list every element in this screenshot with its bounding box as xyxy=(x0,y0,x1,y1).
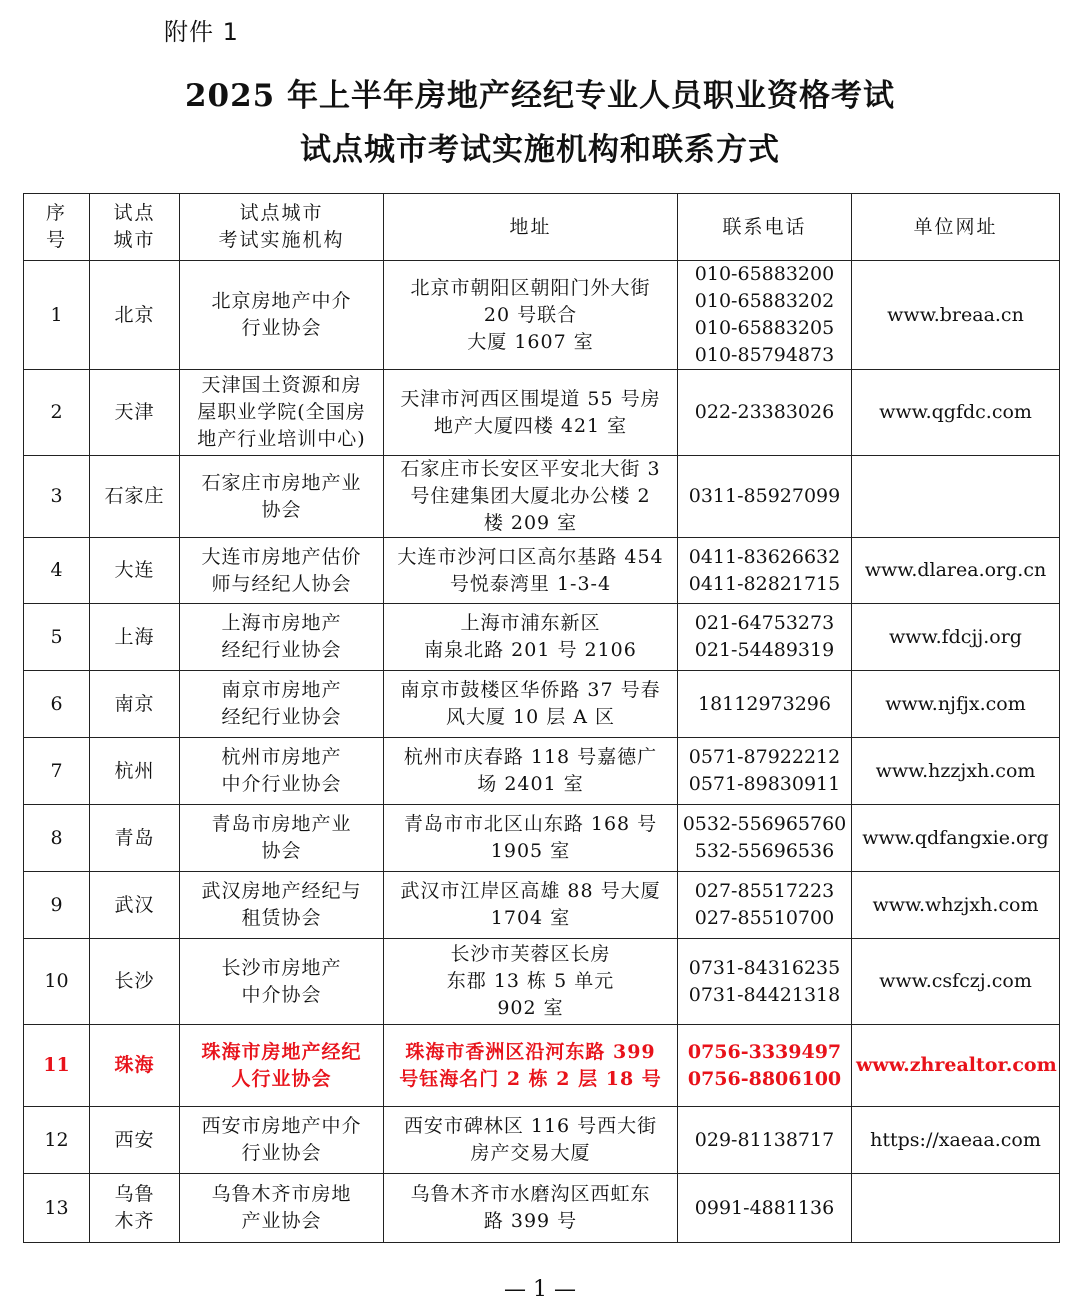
phone-number: 010-65883200 xyxy=(694,263,835,285)
city-name: 青岛 xyxy=(114,826,155,849)
phone-cell xyxy=(678,1107,852,1174)
website-cell xyxy=(852,261,1060,370)
seq-cell xyxy=(24,671,90,738)
org-name-line: 武汉房地产经纪与 xyxy=(201,880,362,902)
city-cell xyxy=(90,872,180,939)
city-cell xyxy=(90,1025,180,1107)
phone-cell xyxy=(678,872,852,939)
table-row xyxy=(24,1025,1060,1107)
phone-number: 0731-84421318 xyxy=(688,983,841,1006)
table-row xyxy=(24,671,1060,738)
org-cell xyxy=(180,1025,384,1107)
address-line: 路 399 号 xyxy=(483,1210,578,1232)
address-line: 西安市碑林区 116 号西大街 xyxy=(403,1115,658,1137)
seq-cell xyxy=(24,872,90,939)
seq-number: 5 xyxy=(50,625,63,648)
city-name: 南京 xyxy=(114,692,155,715)
address-cell xyxy=(384,538,678,604)
table-header-row xyxy=(24,194,1060,261)
org-name-line: 杭州市房地产 xyxy=(221,746,342,768)
org-name-line: 长沙市房地产 xyxy=(221,956,342,979)
address-line: 上海市浦东新区 xyxy=(460,612,601,634)
seq-number: 10 xyxy=(44,970,69,992)
org-cell xyxy=(180,1107,384,1174)
website-cell xyxy=(852,872,1060,939)
org-name-line: 经纪行业协会 xyxy=(221,639,342,661)
address-line: 风大厦 10 层 A 区 xyxy=(445,706,616,728)
org-name-line: 师与经纪人协会 xyxy=(211,572,352,595)
phone-cell xyxy=(678,1174,852,1243)
seq-number: 8 xyxy=(50,826,63,849)
header-label: 考试实施机构 xyxy=(218,229,345,251)
address-cell xyxy=(384,1025,678,1107)
city-cell xyxy=(90,261,180,370)
website-url: www.qdfangxie.org xyxy=(862,826,1049,849)
org-cell xyxy=(180,738,384,805)
table-row xyxy=(24,1107,1060,1174)
phone-number: 0411-83626632 xyxy=(688,545,841,568)
website-url: www.njfjx.com xyxy=(885,692,1026,715)
header-label: 单位网址 xyxy=(913,215,998,238)
org-cell xyxy=(180,261,384,370)
phone-number: 027-85517223 xyxy=(694,880,835,902)
website-cell xyxy=(852,671,1060,738)
header-seq xyxy=(24,194,90,261)
seq-cell xyxy=(24,456,90,538)
address-cell xyxy=(384,456,678,538)
website-cell xyxy=(852,738,1060,805)
header-label: 联系电话 xyxy=(722,215,807,238)
org-name-line: 产业协会 xyxy=(241,1210,322,1232)
org-cell xyxy=(180,805,384,872)
address-line: 场 2401 室 xyxy=(477,773,584,795)
phone-cell xyxy=(678,456,852,538)
website-url: www.whzjxh.com xyxy=(872,893,1039,916)
phone-number: 027-85510700 xyxy=(694,907,835,929)
table-row xyxy=(24,370,1060,456)
website-cell xyxy=(852,456,1060,538)
org-name-line: 中介协会 xyxy=(241,983,322,1006)
address-line: 号钰海名门 2 栋 2 层 18 号 xyxy=(399,1067,662,1090)
header-label: 序 xyxy=(45,202,67,224)
address-line: 石家庄市长安区平安北大街 3 xyxy=(400,458,661,480)
org-cell xyxy=(180,370,384,456)
address-cell xyxy=(384,1174,678,1243)
address-line: 长沙市芙蓉区长房 xyxy=(450,943,611,965)
website-cell xyxy=(852,538,1060,604)
address-line: 902 室 xyxy=(497,997,564,1019)
org-cell xyxy=(180,939,384,1025)
website-url: www.qgfdc.com xyxy=(879,401,1032,423)
address-cell xyxy=(384,939,678,1025)
website-cell xyxy=(852,805,1060,872)
phone-number: 010-85794873 xyxy=(694,344,835,366)
phone-cell xyxy=(678,1025,852,1107)
address-line: 大连市沙河口区高尔基路 454 xyxy=(397,545,664,568)
phone-number: 0756-8806100 xyxy=(687,1067,842,1090)
table-row xyxy=(24,738,1060,805)
seq-number: 3 xyxy=(50,485,63,507)
org-cell xyxy=(180,538,384,604)
city-cell xyxy=(90,1107,180,1174)
address-cell xyxy=(384,1107,678,1174)
attachment-label: 附件 1 xyxy=(164,18,239,46)
org-name-line: 人行业协会 xyxy=(231,1067,332,1090)
seq-cell xyxy=(24,261,90,370)
city-cell xyxy=(90,738,180,805)
city-name: 珠海 xyxy=(114,1054,155,1076)
phone-number: 029-81138717 xyxy=(694,1128,835,1151)
seq-number: 6 xyxy=(50,692,63,715)
org-name-line: 地产行业培训中心) xyxy=(197,428,366,450)
address-cell xyxy=(384,805,678,872)
phone-number: 0731-84316235 xyxy=(688,956,841,979)
seq-number: 9 xyxy=(50,893,63,916)
website-url: www.dlarea.org.cn xyxy=(864,559,1047,581)
seq-cell xyxy=(24,604,90,671)
city-name: 木齐 xyxy=(114,1210,155,1232)
phone-cell xyxy=(678,738,852,805)
table-row xyxy=(24,456,1060,538)
phone-cell xyxy=(678,261,852,370)
header-label: 号 xyxy=(45,229,67,251)
seq-number: 11 xyxy=(43,1054,70,1076)
table-row xyxy=(24,1174,1060,1243)
org-cell xyxy=(180,456,384,538)
website-cell xyxy=(852,370,1060,456)
address-line: 大厦 1607 室 xyxy=(467,330,594,353)
seq-number: 2 xyxy=(50,401,63,423)
seq-cell xyxy=(24,370,90,456)
city-name: 武汉 xyxy=(114,893,155,916)
document-title-line-2: 试点城市考试实施机构和联系方式 xyxy=(300,132,780,168)
phone-cell xyxy=(678,604,852,671)
phone-cell xyxy=(678,939,852,1025)
city-name: 天津 xyxy=(114,401,155,423)
org-name-line: 中介行业协会 xyxy=(221,773,342,795)
org-name-line: 行业协会 xyxy=(241,317,322,339)
address-line: 楼 209 室 xyxy=(483,512,578,534)
org-name-line: 南京市房地产 xyxy=(221,679,342,701)
city-name: 石家庄 xyxy=(104,485,165,507)
seq-number: 13 xyxy=(44,1196,69,1219)
city-name: 杭州 xyxy=(114,759,155,782)
phone-number: 0571-89830911 xyxy=(688,773,841,795)
city-name: 大连 xyxy=(114,559,155,581)
address-cell xyxy=(384,370,678,456)
org-name-line: 行业协会 xyxy=(241,1142,322,1164)
org-name-line: 乌鲁木齐市房地 xyxy=(211,1183,352,1205)
website-url: www.hzzjxh.com xyxy=(875,759,1036,782)
address-line: 房产交易大厦 xyxy=(470,1142,591,1164)
org-name-line: 租赁协会 xyxy=(241,907,322,929)
document-title-line-1: 2025 年上半年房地产经纪专业人员职业资格考试 xyxy=(184,78,896,114)
org-name-line: 天津国土资源和房 xyxy=(201,374,362,396)
org-name-line: 上海市房地产 xyxy=(221,612,342,634)
phone-number: 010-65883205 xyxy=(694,317,835,339)
address-line: 南泉北路 201 号 2106 xyxy=(424,639,637,661)
phone-cell xyxy=(678,671,852,738)
city-name: 北京 xyxy=(114,303,155,326)
city-cell xyxy=(90,805,180,872)
phone-cell xyxy=(678,370,852,456)
table-row xyxy=(24,872,1060,939)
org-cell xyxy=(180,872,384,939)
phone-number: 0532-556965760 xyxy=(682,813,847,835)
website-cell xyxy=(852,604,1060,671)
website-url: www.fdcjj.org xyxy=(889,625,1022,648)
seq-number: 7 xyxy=(50,759,63,782)
website-cell xyxy=(852,1025,1060,1107)
address-line: 杭州市庆春路 118 号嘉德广 xyxy=(403,746,658,768)
address-cell xyxy=(384,671,678,738)
header-label: 地址 xyxy=(509,215,552,238)
org-cell xyxy=(180,671,384,738)
org-name-line: 西安市房地产中介 xyxy=(201,1115,362,1137)
header-city xyxy=(90,194,180,261)
header-org xyxy=(180,194,384,261)
website-cell xyxy=(852,939,1060,1025)
header-label: 试点城市 xyxy=(239,202,324,224)
header-website xyxy=(852,194,1060,261)
address-line: 北京市朝阳区朝阳门外大街 xyxy=(410,276,651,299)
header-address xyxy=(384,194,678,261)
phone-cell xyxy=(678,538,852,604)
website-url: www.csfczj.com xyxy=(879,970,1032,992)
org-name-line: 大连市房地产估价 xyxy=(201,545,362,568)
org-name-line: 石家庄市房地产业 xyxy=(201,471,362,494)
address-line: 珠海市香洲区沿河东路 399 xyxy=(405,1040,656,1063)
phone-number: 0571-87922212 xyxy=(688,746,841,768)
org-name-line: 经纪行业协会 xyxy=(221,706,342,728)
phone-cell xyxy=(678,805,852,872)
org-name-line: 北京房地产中介 xyxy=(211,290,352,312)
city-cell xyxy=(90,370,180,456)
seq-number: 4 xyxy=(50,559,63,581)
website-cell xyxy=(852,1174,1060,1243)
org-name-line: 协会 xyxy=(261,498,302,521)
seq-cell xyxy=(24,939,90,1025)
city-cell xyxy=(90,538,180,604)
address-cell xyxy=(384,261,678,370)
phone-number: 0311-85927099 xyxy=(688,485,841,507)
institutions-table xyxy=(23,193,1060,1243)
city-name: 乌鲁 xyxy=(114,1183,155,1205)
website-url: www.breaa.cn xyxy=(887,303,1024,326)
header-label: 城市 xyxy=(113,229,156,251)
city-name: 长沙 xyxy=(114,970,155,992)
phone-number: 0411-82821715 xyxy=(688,572,841,595)
city-name: 上海 xyxy=(114,625,155,648)
phone-number: 532-55696536 xyxy=(694,840,835,862)
address-line: 天津市河西区围堤道 55 号房 xyxy=(400,387,661,410)
city-name: 西安 xyxy=(114,1128,155,1151)
table-row xyxy=(24,939,1060,1025)
table-row xyxy=(24,261,1060,370)
table-row xyxy=(24,805,1060,872)
city-cell xyxy=(90,1174,180,1243)
address-line: 1704 室 xyxy=(490,907,571,929)
header-label: 试点 xyxy=(113,202,156,224)
address-line: 1905 室 xyxy=(490,840,571,862)
address-cell xyxy=(384,604,678,671)
org-name-line: 协会 xyxy=(261,840,302,862)
city-cell xyxy=(90,456,180,538)
address-line: 乌鲁木齐市水磨沟区西虹东 xyxy=(410,1183,651,1205)
phone-number: 0756-3339497 xyxy=(687,1040,842,1063)
table-body xyxy=(24,261,1060,1243)
seq-cell xyxy=(24,1107,90,1174)
phone-number: 18112973296 xyxy=(698,692,831,715)
phone-number: 021-64753273 xyxy=(694,612,835,634)
address-line: 号悦泰湾里 1-3-4 xyxy=(449,572,612,595)
website-url: www.zhrealtor.com xyxy=(856,1054,1057,1076)
address-line: 武汉市江岸区高雄 88 号大厦 xyxy=(400,880,661,902)
page-number: — 1 — xyxy=(504,1277,576,1302)
seq-number: 1 xyxy=(50,303,63,326)
seq-cell xyxy=(24,538,90,604)
website-cell xyxy=(852,1107,1060,1174)
phone-number: 022-23383026 xyxy=(694,401,835,423)
header-phone xyxy=(678,194,852,261)
org-name-line: 珠海市房地产经纪 xyxy=(201,1040,362,1063)
address-line: 号住建集团大厦北办公楼 2 xyxy=(410,485,651,507)
address-line: 地产大厦四楼 421 室 xyxy=(433,414,628,437)
table-row xyxy=(24,538,1060,604)
table-row xyxy=(24,604,1060,671)
org-cell xyxy=(180,604,384,671)
phone-number: 010-65883202 xyxy=(694,290,835,312)
address-line: 南京市鼓楼区华侨路 37 号春 xyxy=(400,679,661,701)
seq-cell xyxy=(24,1174,90,1243)
org-cell xyxy=(180,1174,384,1243)
address-line: 青岛市市北区山东路 168 号 xyxy=(403,813,658,835)
seq-cell xyxy=(24,738,90,805)
org-name-line: 屋职业学院(全国房 xyxy=(197,401,366,423)
website-url: https://xaeaa.com xyxy=(870,1128,1041,1151)
org-name-line: 青岛市房地产业 xyxy=(211,813,352,835)
city-cell xyxy=(90,604,180,671)
phone-number: 021-54489319 xyxy=(694,639,835,661)
address-cell xyxy=(384,738,678,805)
address-cell xyxy=(384,872,678,939)
city-cell xyxy=(90,671,180,738)
city-cell xyxy=(90,939,180,1025)
seq-number: 12 xyxy=(44,1128,69,1151)
phone-number: 0991-4881136 xyxy=(694,1196,835,1219)
seq-cell xyxy=(24,1025,90,1107)
address-line: 20 号联合 xyxy=(483,303,578,326)
seq-cell xyxy=(24,805,90,872)
address-line: 东郡 13 栋 5 单元 xyxy=(446,970,615,992)
